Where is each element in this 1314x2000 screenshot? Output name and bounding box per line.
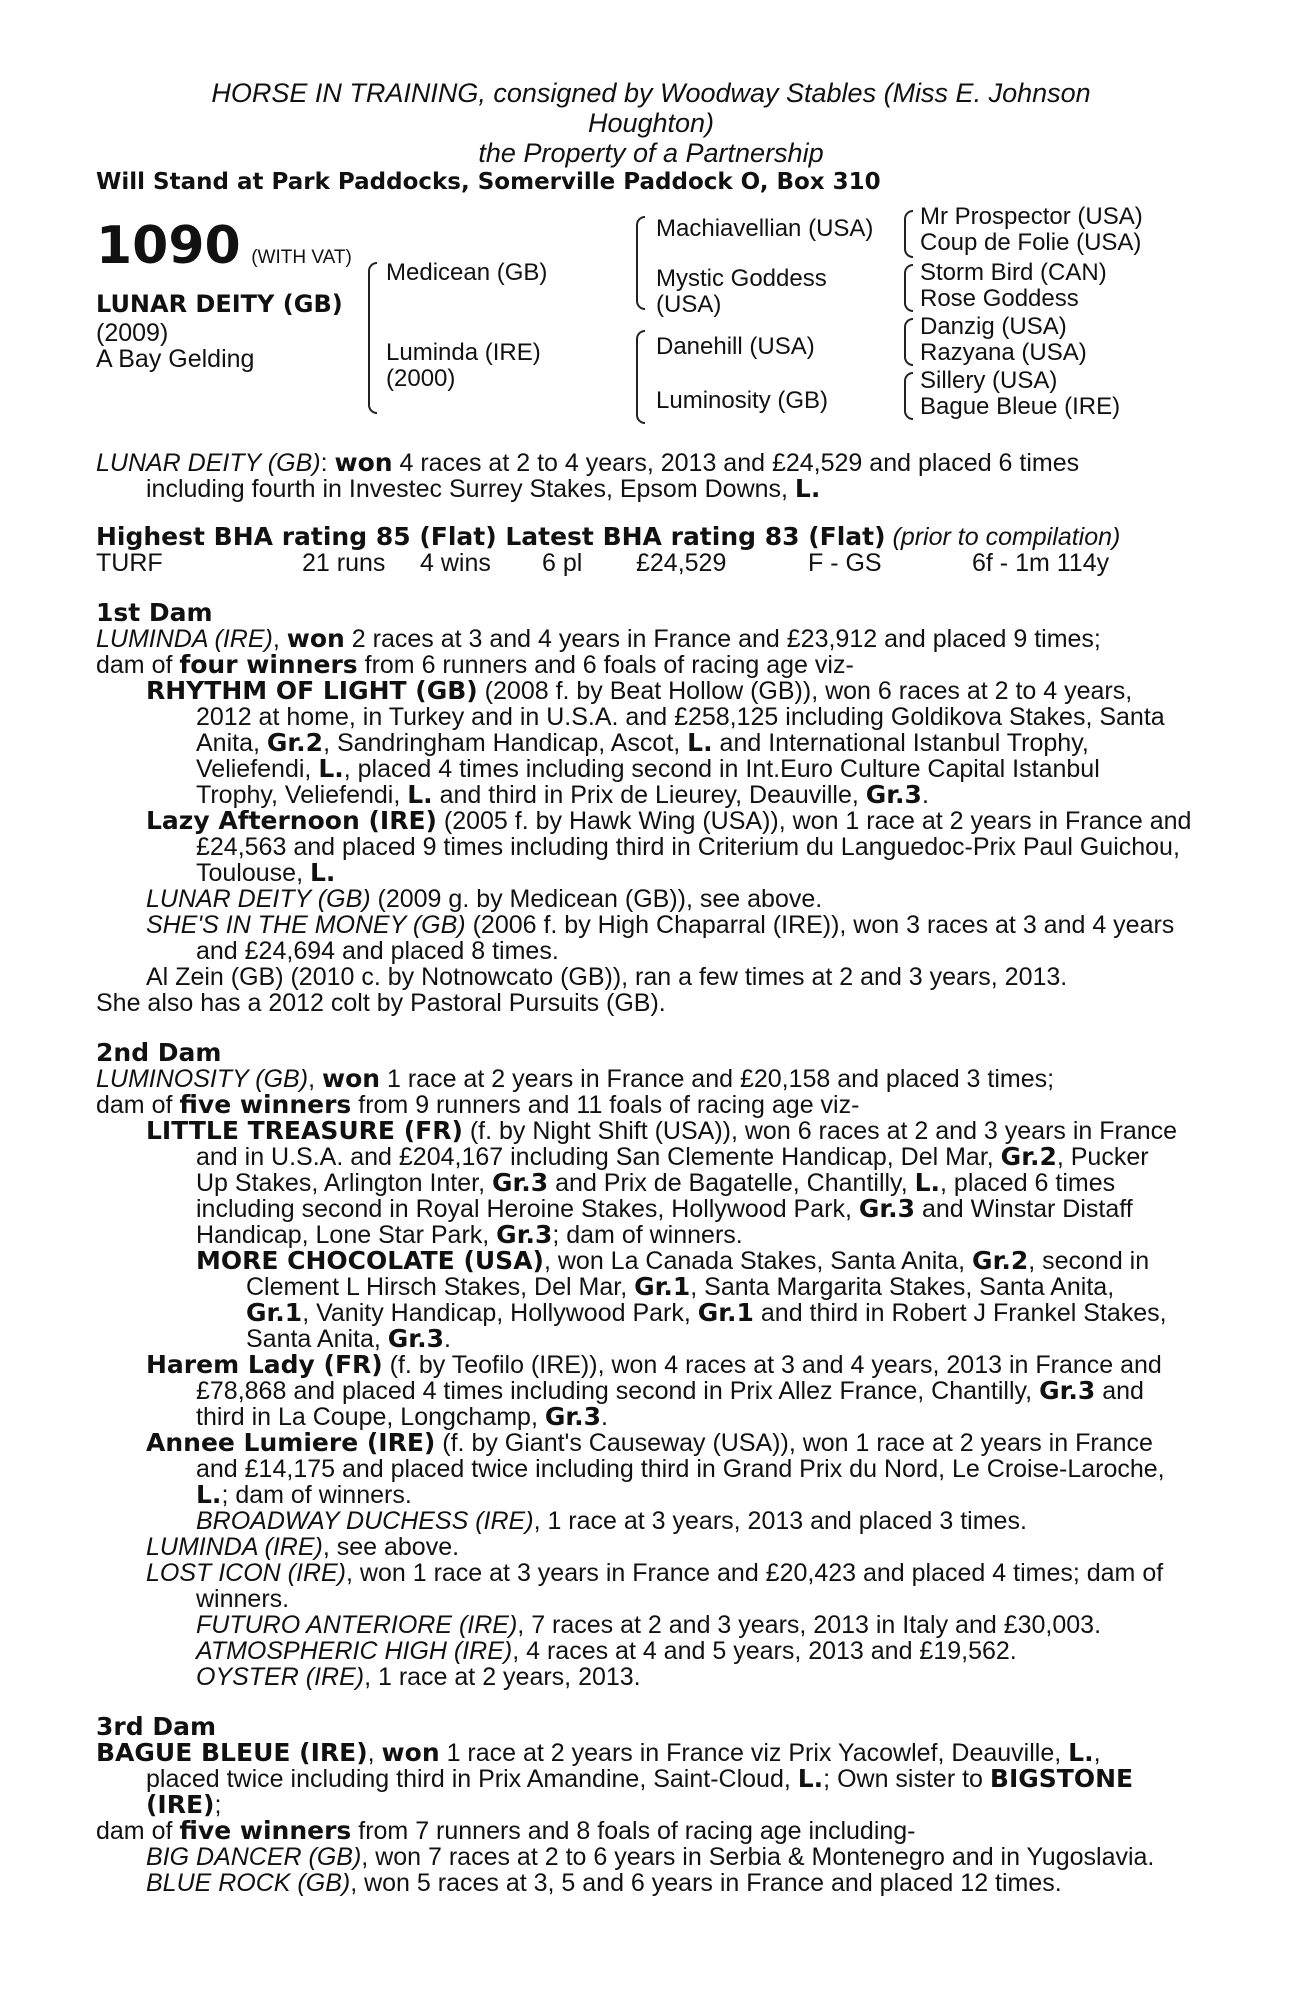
listed-mark: L. <box>407 780 433 809</box>
progeny-record: (2008 f. by Beat Hollow (GB)), won 6 races at 2 to 4 years, <box>477 677 1133 705</box>
grade: Gr.3 <box>865 780 922 809</box>
progeny-name: Annee Lumiere (IRE) <box>146 1428 436 1457</box>
g-brace-1 <box>904 210 913 258</box>
progeny-record-cont: and £14,175 and placed twice including third in Grand Prix du Nord, Le Croise-Laroche, <box>196 1455 1165 1483</box>
txt: and Prix de Bagatelle, Chantilly, <box>548 1169 915 1197</box>
ggd-1: Coup de Folie (USA) <box>920 229 1142 256</box>
txt: , 7 races at 2 and 3 years, 2013 in Italy and £30,003. <box>517 1611 1102 1639</box>
lot-number: 1090 <box>96 216 241 276</box>
vat-note: (WITH VAT) <box>251 247 352 268</box>
txt: . <box>443 1325 451 1353</box>
progeny-record-cont: winners. <box>196 1585 290 1613</box>
txt: . <box>601 1403 608 1431</box>
progeny-name: MORE CHOCOLATE (USA) <box>196 1246 544 1275</box>
txt: , second in <box>1028 1247 1150 1275</box>
won-label: won <box>286 624 345 653</box>
txt: third in La Coupe, Longchamp, <box>196 1403 545 1431</box>
progeny-name: OYSTER (IRE) <box>196 1663 365 1691</box>
txt: Toulouse, <box>196 859 310 887</box>
produce-intro: dam of <box>96 1817 180 1845</box>
txt: , won La Canada Stakes, Santa Anita, <box>543 1247 973 1275</box>
dam-line-brace <box>636 330 645 424</box>
txt: , won 5 races at 3, 5 and 6 years in France and placed 12 times. <box>350 1869 1062 1897</box>
listed-mark: L. <box>687 728 713 757</box>
g-brace-4 <box>904 372 913 420</box>
won-label: won <box>334 448 393 477</box>
rating-text: Highest BHA rating 85 (Flat) Latest BHA rating 83 (Flat) <box>96 522 886 551</box>
txt: 1 race at 2 years in France viz Prix Yacowlef, Deauville, <box>439 1739 1069 1767</box>
grade: Gr.1 <box>246 1298 303 1327</box>
progeny-name: FUTURO ANTERIORE (IRE) <box>196 1611 518 1639</box>
progeny-record: (f. by Giant's Causeway (USA)), won 1 race at 2 years in France <box>435 1429 1153 1457</box>
txt: , Sandringham Handicap, Ascot, <box>323 729 688 757</box>
ggs-4: Sillery (USA) <box>920 367 1058 394</box>
txt: . <box>921 781 929 809</box>
produce-intro-cont: from 7 runners and 8 foals of racing age including- <box>351 1817 916 1845</box>
progeny-name: Harem Lady (FR) <box>146 1350 383 1379</box>
dam-dam: Luminosity (GB) <box>656 387 829 414</box>
consignor-line-cont: Houghton) <box>587 108 715 138</box>
ggd-3: Razyana (USA) <box>920 339 1087 366</box>
progeny-record: (f. by Night Shift (USA)), won 6 races at 2 and 3 years in France <box>462 1117 1178 1145</box>
section-heading: 1st Dam <box>96 598 213 627</box>
third-dam-section <box>96 1714 1206 1896</box>
txt: Veliefendi, <box>196 755 319 783</box>
dam-year: (2000) <box>386 365 456 392</box>
form-stats <box>96 550 1206 576</box>
dam-name: LUMINOSITY (GB) <box>96 1065 309 1093</box>
sire-sire: Machiavellian (USA) <box>656 215 874 242</box>
progeny-record-cont: 2012 at home, in Turkey and in U.S.A. and £258,125 including Goldikova Stakes, Santa <box>196 703 1165 731</box>
txt: £78,868 and placed 4 times including second in Prix Allez France, Chantilly, <box>196 1377 1040 1405</box>
listed-mark: L. <box>1068 1738 1094 1767</box>
ggd-2: Rose Goddess <box>920 285 1079 312</box>
section-heading: 2nd Dam <box>96 1038 222 1067</box>
section-heading: 3rd Dam <box>96 1712 216 1741</box>
first-dam-section <box>96 600 1206 1016</box>
dam-record: 2 races at 3 and 4 years in France and £23,912 and placed 9 times; <box>344 625 1101 653</box>
txt: and Winstar Distaff <box>915 1195 1133 1223</box>
grade: Gr.3 <box>387 1324 444 1353</box>
progeny-name: ATMOSPHERIC HIGH (IRE) <box>196 1637 513 1665</box>
g-brace-2 <box>904 264 913 312</box>
sep: , <box>272 625 287 653</box>
txt: ; <box>214 1791 222 1819</box>
consignor-header <box>96 78 1206 196</box>
summary-text-cont: including fourth in Investec Surrey Stakes, Epsom Downs, <box>146 475 795 503</box>
won-label: won <box>321 1064 381 1093</box>
sibling-name-cont: (IRE) <box>146 1790 215 1819</box>
listed-mark: L. <box>318 754 344 783</box>
catalogue-page <box>96 78 1206 1896</box>
txt: , 1 race at 3 years, 2013 and placed 3 times. <box>533 1507 1027 1535</box>
dam-name: LUMINDA (IRE) <box>96 625 273 653</box>
txt: , won 7 races at 2 to 6 years in Serbia & Montenegro and in Yugoslavia. <box>361 1843 1155 1871</box>
grade: Gr.3 <box>492 1168 549 1197</box>
txt: ; Own sister to <box>823 1765 990 1793</box>
sire-dam-cont: (USA) <box>656 291 722 318</box>
winner-count: four winners <box>179 650 358 679</box>
dam: Luminda (IRE) <box>386 339 541 366</box>
progeny-name: BLUE ROCK (GB) <box>146 1869 351 1897</box>
second-dam-section <box>96 1040 1206 1690</box>
produce-intro: dam of <box>96 1091 180 1119</box>
txt: and third in Prix de Lieurey, Deauville, <box>432 781 866 809</box>
ggs-2: Storm Bird (CAN) <box>920 259 1107 286</box>
txt: Trophy, Veliefendi, <box>196 781 408 809</box>
txt: ; dam of winners. <box>221 1481 412 1509</box>
location-line: Will Stand at Park Paddocks, Somerville Paddock O, Box 310 <box>96 169 881 195</box>
txt: , Santa Margarita Stakes, Santa Anita, <box>690 1273 1115 1301</box>
progeny-entry: Al Zein (GB) (2010 c. by Notnowcato (GB)), ran a few times at 2 and 3 years, 2013. <box>146 963 1068 991</box>
runs: 21 runs <box>302 549 386 577</box>
produce-note: She also has a 2012 colt by Pastoral Pursuits (GB). <box>96 989 666 1017</box>
sep: : <box>320 449 335 477</box>
produce-intro-cont: from 6 runners and 6 foals of racing age viz- <box>357 651 854 679</box>
txt: , won 1 race at 3 years in France and £20,423 and placed 4 times; dam of <box>346 1559 1164 1587</box>
txt: and in U.S.A. and £204,167 including San Clemente Handicap, Del Mar, <box>196 1143 1001 1171</box>
produce-intro-cont: from 9 runners and 11 foals of racing age viz- <box>351 1091 860 1119</box>
consignor-line: HORSE IN TRAINING, consigned by Woodway Stables (Miss E. Johnson <box>211 78 1091 108</box>
txt: including second in Royal Heroine Stakes, Hollywood Park, <box>196 1195 859 1223</box>
sire-dam: Mystic Goddess <box>656 265 827 292</box>
txt: Santa Anita, <box>246 1325 388 1353</box>
txt: and third in Robert J Frankel Stakes, <box>753 1299 1167 1327</box>
surface: TURF <box>96 549 163 577</box>
sire: Medicean (GB) <box>386 259 548 286</box>
sep: , <box>308 1065 322 1093</box>
listed-mark: L. <box>309 858 336 887</box>
progeny-name: LOST ICON (IRE) <box>146 1559 347 1587</box>
txt: Up Stakes, Arlington Inter, <box>196 1169 492 1197</box>
won-label: won <box>381 1738 440 1767</box>
progeny-name: LITTLE TREASURE (FR) <box>146 1116 463 1145</box>
txt: Handicap, Lone Star Park, <box>196 1221 497 1249</box>
horse-ref: LUNAR DEITY (GB) <box>96 449 321 477</box>
listed-mark: L. <box>797 1764 824 1793</box>
txt: , 1 race at 2 years, 2013. <box>364 1663 641 1691</box>
grade: Gr.2 <box>1000 1142 1057 1171</box>
progeny-record-cont: and £24,694 and placed 8 times. <box>196 937 559 965</box>
winner-count: five winners <box>179 1090 352 1119</box>
sire-line-brace <box>636 216 645 310</box>
pedigree-brace <box>368 262 377 414</box>
grade: Gr.3 <box>496 1220 553 1249</box>
progeny-name: BIG DANCER (GB) <box>146 1843 362 1871</box>
distance: 6f - 1m 114y <box>972 549 1110 577</box>
summary-text: 4 races at 2 to 4 years, 2013 and £24,529 and placed 6 times <box>392 449 1080 477</box>
pedigree-block <box>96 203 1206 440</box>
ggs-1: Mr Prospector (USA) <box>920 203 1143 230</box>
ggd-4: Bague Bleue (IRE) <box>920 393 1121 420</box>
progeny-record: (2009 g. by Medicean (GB)), see above. <box>370 885 823 913</box>
txt: Anita, <box>196 729 267 757</box>
sep: , <box>367 1739 382 1767</box>
wins: 4 wins <box>420 549 491 577</box>
listed-mark: L. <box>794 474 821 503</box>
horse-name: LUNAR DEITY (GB) <box>96 290 343 318</box>
progeny-name: BROADWAY DUCHESS (IRE) <box>196 1507 534 1535</box>
progeny-name: Lazy Afternoon (IRE) <box>146 806 437 835</box>
grade: Gr.3 <box>1039 1376 1096 1405</box>
txt: , see above. <box>322 1533 460 1561</box>
progeny-name: RHYTHM OF LIGHT (GB) <box>146 676 478 705</box>
dam-record: 1 race at 2 years in France and £20,158 and placed 3 times; <box>380 1065 1055 1093</box>
grade: Gr.3 <box>544 1402 602 1431</box>
txt: , Pucker <box>1056 1143 1149 1171</box>
ggs-3: Danzig (USA) <box>920 313 1067 340</box>
progeny-record: (2006 f. by High Chaparral (IRE)), won 3 races at 3 and 4 years <box>465 911 1175 939</box>
progeny-name: LUMINDA (IRE) <box>146 1533 323 1561</box>
txt: and International Istanbul Trophy, <box>712 729 1089 757</box>
txt: Clement L Hirsch Stakes, Del Mar, <box>246 1273 635 1301</box>
grade: Gr.2 <box>266 728 324 757</box>
sibling-name: BIGSTONE <box>989 1764 1134 1793</box>
txt: ; dam of winners. <box>552 1221 743 1249</box>
progeny-name: LUNAR DEITY (GB) <box>146 885 371 913</box>
txt: placed twice including third in Prix Amandine, Saint-Cloud, <box>146 1765 798 1793</box>
dam-sire: Danehill (USA) <box>656 333 815 360</box>
grade: Gr.1 <box>697 1298 754 1327</box>
txt: and <box>1095 1377 1144 1405</box>
grade: Gr.2 <box>972 1246 1029 1275</box>
progeny-name: SHE'S IN THE MONEY (GB) <box>146 911 466 939</box>
foaling-year: (2009) <box>96 319 169 347</box>
going: F - GS <box>808 549 882 577</box>
progeny-record: (2005 f. by Hawk Wing (USA)), won 1 race at 2 years in France and <box>436 807 1192 835</box>
g-brace-3 <box>904 318 913 366</box>
grade: Gr.3 <box>858 1194 916 1223</box>
txt: , placed 6 times <box>940 1169 1116 1197</box>
race-summary <box>96 450 1206 502</box>
winner-count: five winners <box>179 1816 352 1845</box>
horse-description: A Bay Gelding <box>96 345 255 373</box>
listed-mark: L. <box>914 1168 941 1197</box>
progeny-record: (f. by Teofilo (IRE)), won 4 races at 3 and 4 years, 2013 in France and <box>382 1351 1162 1379</box>
owner-line: the Property of a Partnership <box>478 138 824 168</box>
listed-mark: L. <box>196 1480 222 1509</box>
dam-name: BAGUE BLEUE (IRE) <box>96 1738 368 1767</box>
txt: , 4 races at 4 and 5 years, 2013 and £19,562. <box>512 1637 1017 1665</box>
grade: Gr.1 <box>634 1272 691 1301</box>
progeny-record-cont: £24,563 and placed 9 times including third in Criterium du Languedoc-Prix Paul Guichou, <box>196 833 1180 861</box>
earnings: £24,529 <box>636 549 727 577</box>
rating-block <box>96 524 1206 576</box>
rating-note: (prior to compilation) <box>885 523 1121 551</box>
produce-intro: dam of <box>96 651 180 679</box>
txt: , placed 4 times including second in Int.Euro Culture Capital Istanbul <box>343 755 1100 783</box>
txt: , <box>1093 1739 1101 1767</box>
placings: 6 pl <box>542 549 583 577</box>
txt: , Vanity Handicap, Hollywood Park, <box>302 1299 698 1327</box>
